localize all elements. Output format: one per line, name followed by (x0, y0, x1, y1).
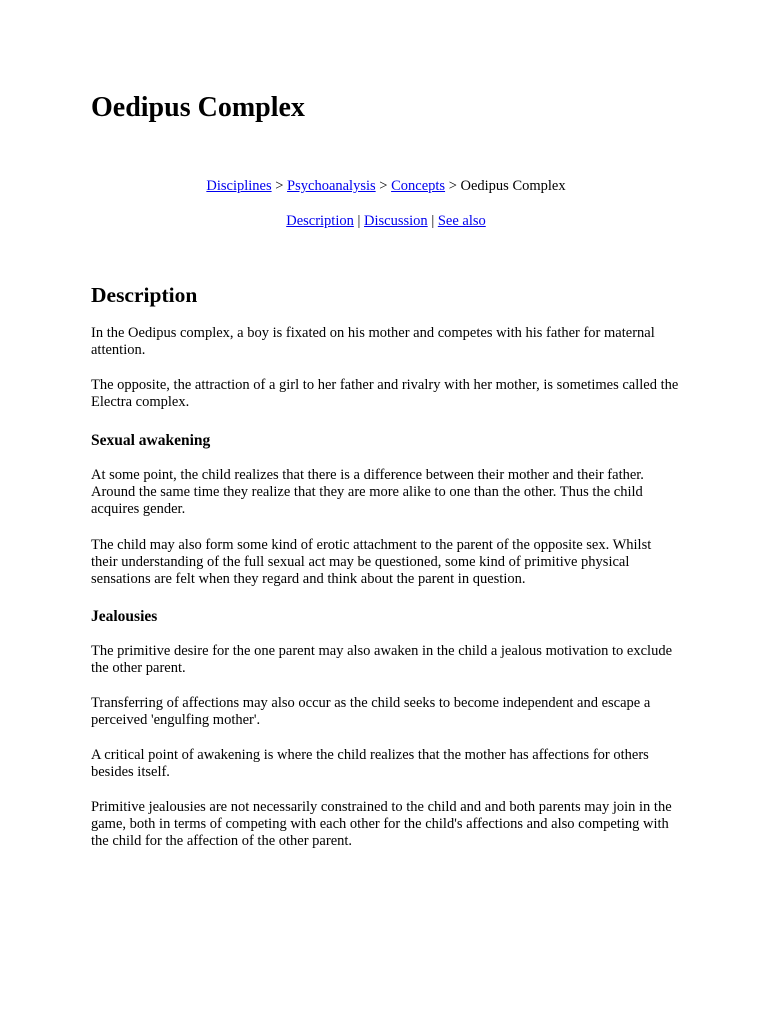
section-links (91, 212, 681, 230)
jealousies-paragraph-4: Primitive jealousies are not necessarily constrained to the child and and both parents may join in the game, both in terms of competing with each other for the child's affections and also competing with the child for the affection of the other parent. (91, 799, 672, 850)
description-paragraph-1: In the Oedipus complex, a boy is fixated on his mother and competes with his father for maternal attention. (91, 325, 655, 359)
sexual-awakening-paragraph-2: The child may also form some kind of erotic attachment to the parent of the opposite sex. Whilst their understanding of the full sexual act may be questioned, some kind of primitive physical sensations are felt when they regard and think about the parent in question. (91, 537, 652, 588)
breadcrumb (91, 177, 681, 195)
toc-link-description[interactable]: Description (286, 213, 354, 229)
jealousies-heading: Jealousies (91, 608, 158, 625)
description-heading: Description (91, 283, 198, 307)
breadcrumb-link-concepts[interactable]: Concepts (391, 178, 446, 194)
toc-separator: | (431, 213, 435, 229)
breadcrumb-separator: > (275, 178, 284, 194)
breadcrumb-link-disciplines[interactable]: Disciplines (206, 178, 272, 194)
jealousies-paragraph-1: The primitive desire for the one parent may also awaken in the child a jealous motivation to exclude the other parent. (91, 643, 673, 677)
sexual-awakening-paragraph-1: At some point, the child realizes that there is a difference between their mother and their father. Around the same time they realize that they are more alike to one than the other. Thus the child acquires gender. (91, 467, 644, 518)
sexual-awakening-heading: Sexual awakening (91, 432, 211, 449)
breadcrumb-current: Oedipus Complex (460, 178, 566, 194)
description-paragraph-2: The opposite, the attraction of a girl to her father and rivalry with her mother, is sometimes called the Electra complex. (91, 377, 679, 411)
breadcrumb-separator: > (379, 178, 388, 194)
page-title: Oedipus Complex (91, 92, 305, 123)
toc-link-see-also[interactable]: See also (437, 213, 486, 229)
toc-separator: | (357, 213, 361, 229)
toc-link-discussion[interactable]: Discussion (364, 213, 428, 229)
jealousies-paragraph-3: A critical point of awakening is where the child realizes that the mother has affections for others besides itself. (91, 747, 649, 781)
breadcrumb-link-psychoanalysis[interactable]: Psychoanalysis (287, 178, 376, 194)
breadcrumb-separator: > (448, 178, 457, 194)
jealousies-paragraph-2: Transferring of affections may also occur as the child seeks to become independent and escape a perceived 'engulfing mother'. (91, 695, 651, 729)
